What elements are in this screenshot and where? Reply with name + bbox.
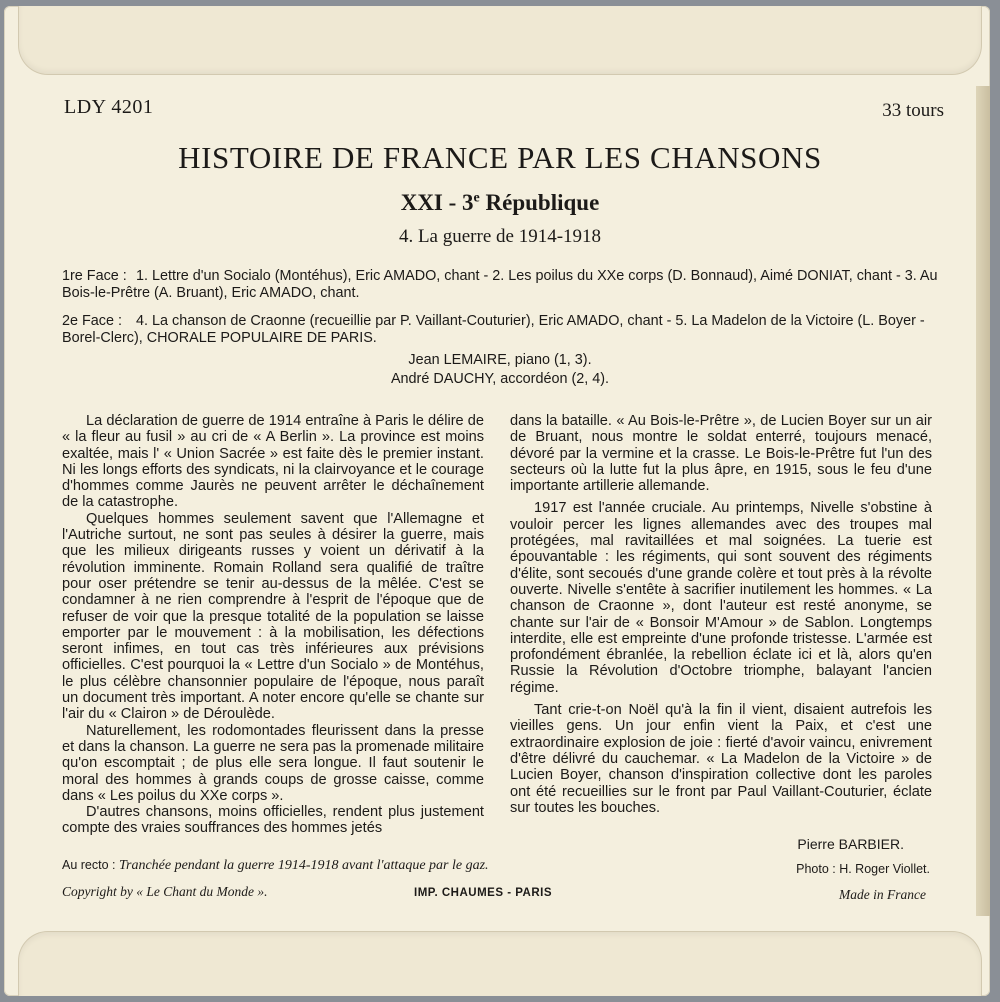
bottom-flap (18, 931, 982, 996)
printer-credit: IMP. CHAUMES - PARIS (414, 887, 553, 899)
notes-paragraph: Tant crie-t-on Noël qu'à la fin il vient, disaient autrefois les vieilles gens. Un jour enfin vient la Paix, et c'est une extraordinaire explosion de joie : fierté d'avoir vaincu, enivrement d'être délivré du cauchemar. « La Madelon de la Victoire » de Lucien Boyer, chanson d'inspiration collective dont les paroles ont été recueillies sur le front par Paul Vaillant-Couturier, éclate sur toutes les bouches. (510, 702, 932, 816)
notes-paragraph: Naturellement, les rodomontades fleurissent dans la presse et dans la chanson. La guerre ne sera pas la promenade militaire qu'on escomptait ; de plus elle sera longue. Il faut soutenir le moral des hommes à grands coups de grosse caisse, comme dans « Les poilus du XXe corps ». (62, 722, 484, 804)
side-2-tracks: 4. La chanson de Craonne (recueillie par P. Vaillant-Couturier), Eric AMADO, chant - 5. La Madelon de la Victoire (L. Boyer - Borel-Clerc), CHORALE POPULAIRE DE PARIS. (62, 313, 925, 346)
credit-accordion: André DAUCHY, accordéon (2, 4). (390, 371, 610, 387)
side-2-label: 2e Face : (62, 313, 122, 329)
side-2-tracklist (62, 313, 938, 347)
notes-paragraph: La déclaration de guerre de 1914 entraîne à Paris le délire de « la fleur au fusil » au cri de « A Berlin ». La province est moins exaltée, mais l' « Union Sacrée » est faite dès le premier instant. Ni les longs efforts des syndicats, ni la clairvoyance et le courage d'hommes comme Jaurès ne peuvent arrêter le déchaînement de la catastrophe. (62, 413, 484, 511)
subtitle-post: République (479, 190, 600, 215)
cover-caption-label: Au recto : (62, 858, 119, 872)
author-signature: Pierre BARBIER. (797, 836, 904, 852)
side-1-tracklist (62, 268, 938, 302)
album-title: HISTOIRE DE FRANCE PAR LES CHANSONS (178, 140, 822, 175)
credit-piano: Jean LEMAIRE, piano (1, 3). (408, 352, 592, 368)
subtitle-pre: XXI - 3 (400, 190, 474, 215)
side-1-label: 1re Face : (62, 268, 127, 284)
side-1-tracks: 1. Lettre d'un Socialo (Montéhus), Eric AMADO, chant - 2. Les poilus du XXe corps (D. Bonnaud), Aimé DONIAT, chant - 3. Au Bois-le-Prêtre (A. Bruant), Eric AMADO, chant. (62, 268, 938, 301)
notes-paragraph: dans la bataille. « Au Bois-le-Prêtre », de Lucien Boyer sur un air de Bruant, nous montre le soldat enterré, toujours menacé, dévoré par la vermine et la crasse. Le Bois-le-Prêtre fut l'un des secteurs où la lutte fut la plus âpre, en 1915, sous le feu d'une importante artillerie allemande. (510, 413, 932, 495)
cover-caption-text: Tranchée pendant la guerre 1914-1918 avant l'attaque par le gaz. (118, 858, 489, 873)
notes-paragraph: 1917 est l'année cruciale. Au printemps, Nivelle s'obstine à vouloir percer les lignes allemandes avec des troupes mal protégées, mal ravitaillées et mal soignées. La tuerie est épouvantable : les régiments, qui sont souvent des régiments d'élite, sont secoués d'une grande colère et tout près à la révolte ouverte. Nivelle s'entête à sacrifier inutilement les hommes. « La chanson de Craonne », dont l'auteur est resté anonyme, se chante sur l'air de « Bonsoir M'Amour » de Sablon. Longtemps interdite, elle est empreinte d'une profonde tristesse. L'armée est profondément ébranlée, la rebellion éclate ici et là, alors qu'en Russie la Révolution d'Octobre triomphe, balayant l'ancien régime. (510, 500, 932, 696)
part-title: 4. La guerre de 1914-1918 (398, 226, 602, 247)
notes-paragraph: Quelques hommes seulement savent que l'Allemagne et l'Autriche surtout, ne sont pas seules à désirer la guerre, mais que les milieux dirigeants russes y voient un dérivatif à la révolution imminente. Romain Rolland sera qualifié de traître pour oser prétendre se tenir au-dessus de la mêlée. C'est se condamner à ne rien comprendre à l'esprit de l'époque que de refuser de voir que la presque totalité de la population se laisse emporter par le mouvement : à la mobilisation, les défections seront infimes, en tout cas très inférieures aux prévisions officielles. C'est pourquoi la « Lettre d'un Socialo » de Montéhus, le plus célèbre chansonnier populaire de l'époque, nous paraît un document très important. A noter encore qu'elle se chante sur l'air du « Clairon » de Déroulède. (62, 510, 484, 723)
subtitle-sup: e (473, 190, 480, 206)
liner-notes-right-column (510, 413, 932, 816)
photo-credit: Photo : H. Roger Viollet. (796, 862, 930, 876)
record-speed: 33 tours (882, 100, 944, 121)
top-flap (18, 6, 982, 75)
cover-caption (62, 858, 489, 874)
copyright-notice: Copyright by « Le Chant du Monde ». (62, 884, 268, 899)
made-in-label: Made in France (839, 887, 926, 902)
notes-paragraph: D'autres chansons, moins officielles, rendent plus justement compte des vraies souffrances des hommes jetés (62, 804, 484, 837)
volume-subtitle (0, 190, 1000, 216)
liner-notes-left-column (62, 413, 484, 837)
catalog-number: LDY 4201 (64, 96, 154, 118)
